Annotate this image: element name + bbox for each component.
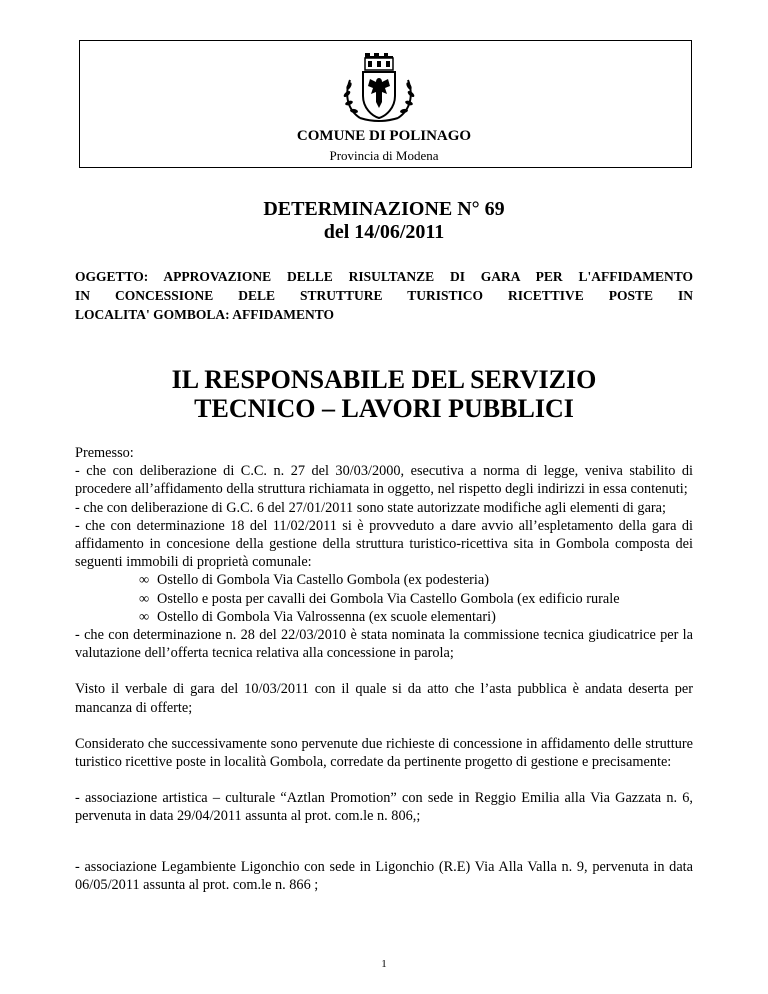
responsible-line: TECNICO – LAVORI PUBBLICI xyxy=(194,394,574,423)
paragraph: Considerato che successivamente sono pervenute due richieste di concessione in affidamento delle strutture turistico ricettive poste in località Gombola, corredate da pertinente progetto di gestione e precisamente: xyxy=(75,735,693,771)
subject-block xyxy=(75,267,693,324)
page-number: 1 xyxy=(381,958,387,970)
paragraph: Visto il verbale di gara del 10/03/2011 con il quale si da atto che l’asta pubblica è andata deserta per mancanza di offerte; xyxy=(75,681,693,716)
paragraph: - che con deliberazione di C.C. n. 27 del 30/03/2000, esecutiva a norma di legge, veniva stabilito di procedere all’affidamento della struttura richiamata in oggetto, nel rispetto degli indirizzi in essa contenuti; xyxy=(75,463,693,498)
subject-line: IN CONCESSIONE DELE STRUTTURE TURISTICO RICETTIVE POSTE IN xyxy=(75,288,693,303)
determination-date: del 14/06/2011 xyxy=(323,221,445,243)
determination-heading xyxy=(0,198,768,244)
subject-line: LOCALITA' GOMBOLA: AFFIDAMENTO xyxy=(75,307,335,322)
paragraph: - che con deliberazione di G.C. 6 del 27/01/2011 sono state autorizzate modifiche agli elementi di gara; xyxy=(75,499,667,516)
coat-of-arms-icon xyxy=(338,52,420,124)
paragraph: - associazione artistica – culturale “Aztlan Promotion” con sede in Reggio Emilia alla Via Gazzata n. 6, pervenuta in data 29/04/2011 assunta al prot. com.le n. 806,; xyxy=(75,790,693,825)
list-item: ∞ Ostello di Gombola Via Valrossenna (ex scuole elementari) xyxy=(139,608,496,625)
infinity-bullet-icon: ∞ xyxy=(139,572,150,589)
province-name: Provincia di Modena xyxy=(329,148,439,163)
paragraph: - che con determinazione n. 28 del 22/03/2010 è stata nominata la commissione tecnica giudicatrice per la valutazione dell’offerta tecnica relativa alla concessione in parola; xyxy=(75,627,693,662)
responsible-heading xyxy=(0,365,768,423)
list-item: ∞ Ostello e posta per cavalli dei Gombola Via Castello Gombola (ex edificio rurale xyxy=(139,590,620,607)
municipality-name: COMUNE DI POLINAGO xyxy=(296,128,472,144)
list-item: ∞ Ostello di Gombola Via Castello Gombola (ex podesteria) xyxy=(139,572,490,589)
determination-number: DETERMINAZIONE N° 69 xyxy=(263,198,505,220)
subject-line: OGGETTO: APPROVAZIONE DELLE RISULTANZE DI GARA PER L'AFFIDAMENTO xyxy=(75,269,693,284)
paragraph: - che con determinazione 18 del 11/02/2011 si è provveduto a dare avvio all’espletamento della gara di affidamento in concesione della gestione della struttura turistico-ricettiva sita in Gombola composta dei seguenti immobili di proprietà comunale: xyxy=(75,517,693,571)
premesso-label: Premesso: xyxy=(75,445,134,461)
paragraph: - associazione Legambiente Ligonchio con sede in Ligonchio (R.E) Via Alla Valla n. 9, pervenuta in data 06/05/2011 assunta al prot. com.le n. 866 ; xyxy=(75,858,693,893)
infinity-bullet-icon: ∞ xyxy=(139,608,150,625)
infinity-bullet-icon: ∞ xyxy=(139,590,150,607)
responsible-line: IL RESPONSABILE DEL SERVIZIO xyxy=(171,365,597,394)
document-body xyxy=(75,444,693,894)
